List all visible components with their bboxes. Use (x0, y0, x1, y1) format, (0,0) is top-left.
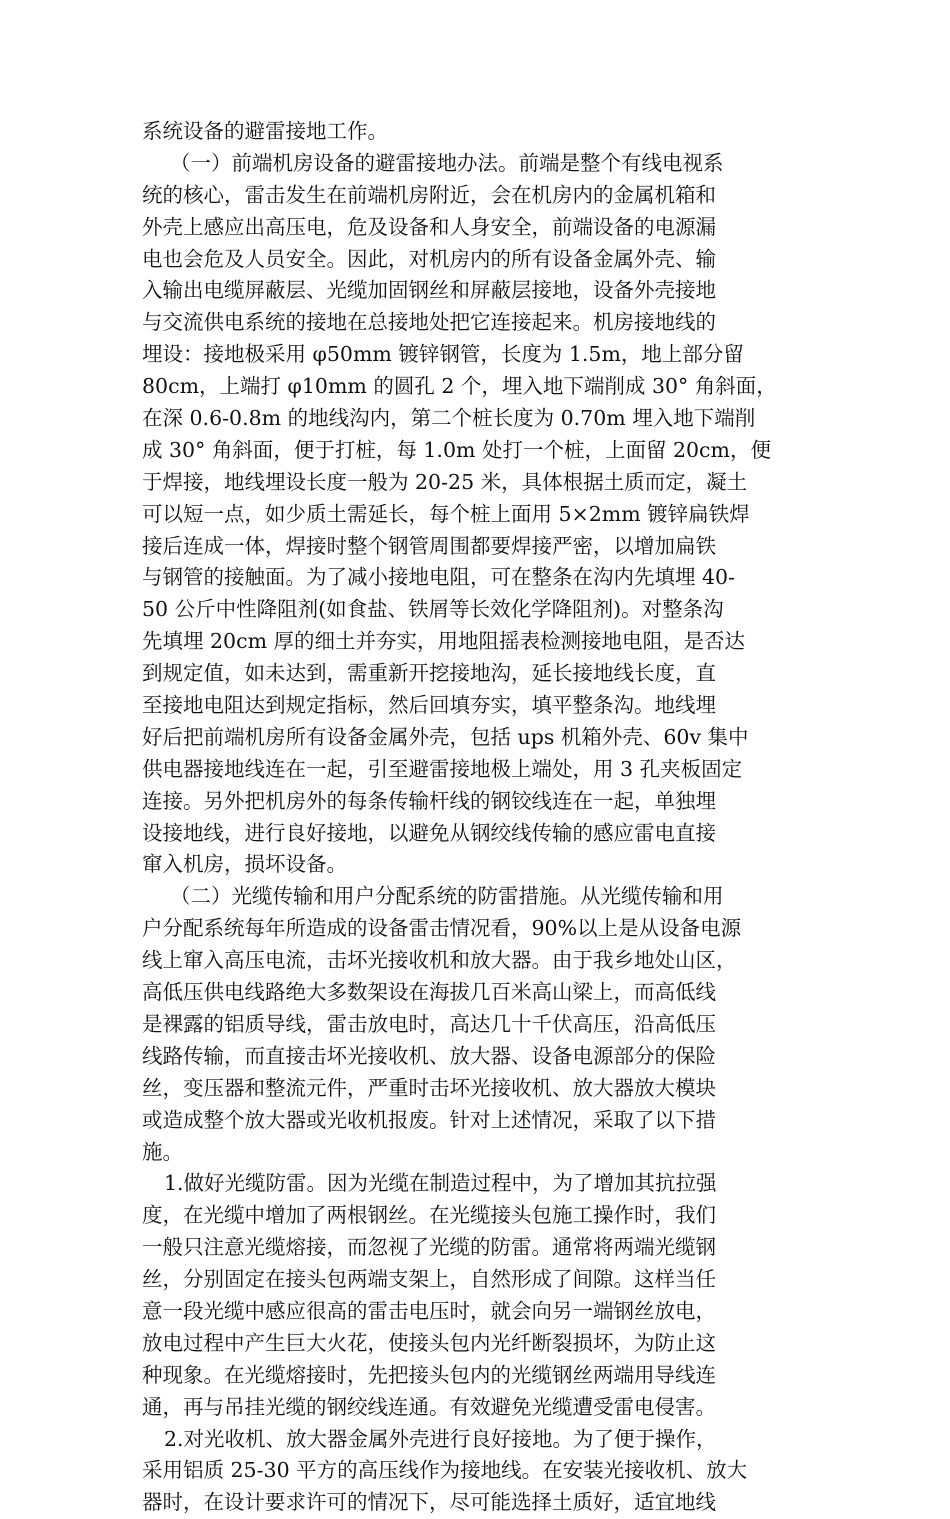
text-line: 或造成整个放大器或光收机报废。针对上述情况，采取了以下措 (142, 1107, 716, 1132)
text-line: 度，在光缆中增加了两根钢丝。在光缆接头包施工操作时，我们 (142, 1203, 716, 1228)
text-line: 入输出电缆屏蔽层、光缆加固钢丝和屏蔽层接地，设备外壳接地 (142, 278, 716, 303)
paragraph-start-line: （一）前端机房设备的避雷接地办法。前端是整个有线电视系 (170, 150, 724, 175)
text-line: 户分配系统每年所造成的设备雷击情况看，90%以上是从设备电源 (142, 916, 742, 941)
text-line: 埋设：接地极采用 φ50mm 镀锌钢管，长度为 1.5m，地上部分留 (142, 342, 744, 367)
paragraph-start-line: 1.做好光缆防雷。因为光缆在制造过程中，为了增加其抗拉强 (164, 1171, 717, 1196)
text-line: 80cm，上端打 φ10mm 的圆孔 2 个，埋入地下端削成 30° 角斜面， (142, 374, 777, 399)
text-line: 线上窜入高压电流，击坏光接收机和放大器。由于我乡地处山区， (142, 948, 737, 973)
text-line: 通，再与吊挂光缆的钢绞线连通。有效避免光缆遭受雷电侵害。 (142, 1394, 716, 1419)
text-line: 一般只注意光缆熔接，而忽视了光缆的防雷。通常将两端光缆钢 (142, 1235, 716, 1260)
text-line: 统的核心，雷击发生在前端机房附近，会在机房内的金属机箱和 (142, 182, 716, 207)
text-line: 设接地线，进行良好接地，以避免从钢绞线传输的感应雷电直接 (142, 820, 716, 845)
text-line: 至接地电阻达到规定指标，然后回填夯实，填平整条沟。地线埋 (142, 693, 716, 718)
text-line: 是裸露的铝质导线，雷击放电时，高达几十千伏高压，沿高低压 (142, 1011, 716, 1036)
text-line: 放电过程中产生巨大火花，使接头包内光纤断裂损坏，为防止这 (142, 1330, 716, 1355)
text-line: 成 30° 角斜面，便于打桩，每 1.0m 处打一个桩，上面留 20cm，便 (142, 437, 771, 462)
text-line: 丝，分别固定在接头包两端支架上，自然形成了间隙。这样当任 (142, 1267, 716, 1292)
text-line: 于焊接，地线埋设长度一般为 20-25 米，具体根据土质而定，凝土 (142, 469, 748, 494)
text-line: 到规定值，如未达到，需重新开挖接地沟，延长接地线长度，直 (142, 661, 716, 686)
text-line: 外壳上感应出高压电，危及设备和人身安全，前端设备的电源漏 (142, 214, 716, 239)
text-line: 丝，变压器和整流元件，严重时击坏光接收机、放大器放大模块 (142, 1075, 716, 1100)
text-line: 与钢管的接触面。为了减小接地电阻，可在整条在沟内先填埋 40- (142, 565, 736, 590)
text-line: 可以短一点，如少质土需延长，每个桩上面用 5×2mm 镀锌扁铁焊 (142, 501, 750, 526)
text-line: 供电器接地线连在一起，引至避雷接地极上端处，用 3 孔夹板固定 (142, 756, 743, 781)
text-line: 在深 0.6-0.8m 的地线沟内，第二个桩长度为 0.70m 埋入地下端削 (142, 406, 756, 431)
text-line: 高低压供电线路绝大多数架设在海拔几百米高山梁上，而高低线 (142, 980, 716, 1005)
text-line: 好后把前端机房所有设备金属外壳，包括 ups 机箱外壳、60v 集中 (142, 724, 749, 749)
text-line: 器时，在设计要求许可的情况下，尽可能选择土质好，适宜地线 (142, 1490, 716, 1515)
text-line: 种现象。在光缆熔接时，先把接头包内的光缆钢丝两端用导线连 (142, 1362, 716, 1387)
text-line: 与交流供电系统的接地在总接地处把它连接起来。机房接地线的 (142, 310, 716, 335)
text-line: 线路传输，而直接击坏光接收机、放大器、设备电源部分的保险 (142, 1043, 716, 1068)
text-line: 连接。另外把机房外的每条传输杆线的钢铰线连在一起，单独埋 (142, 788, 716, 813)
text-line: 施。 (142, 1139, 183, 1164)
document-body (142, 116, 792, 1519)
text-line: 系统设备的避雷接地工作。 (142, 119, 388, 143)
text-line: 采用铝质 25-30 平方的高压线作为接地线。在安装光接收机、放大 (142, 1458, 748, 1483)
text-line: 窜入机房，损坏设备。 (142, 852, 347, 877)
text-line: 电也会危及人员安全。因此，对机房内的所有设备金属外壳、输 (142, 246, 716, 271)
text-line: 意一段光缆中感应很高的雷击电压时，就会向另一端钢丝放电， (142, 1298, 716, 1323)
text-line: 先填埋 20cm 厚的细土并夯实，用地阻摇表检测接地电阻，是否达 (142, 629, 746, 654)
text-line: 50 公斤中性降阻剂(如食盐、铁屑等长效化学降阻剂)。对整条沟 (142, 597, 724, 622)
paragraph-start-line: （二）光缆传输和用户分配系统的防雷措施。从光缆传输和用 (170, 884, 724, 909)
text-line: 接后连成一体，焊接时整个钢管周围都要焊接严密，以增加扁铁 (142, 533, 716, 558)
paragraph-start-line: 2.对光收机、放大器金属外壳进行良好接地。为了便于操作， (164, 1426, 717, 1451)
